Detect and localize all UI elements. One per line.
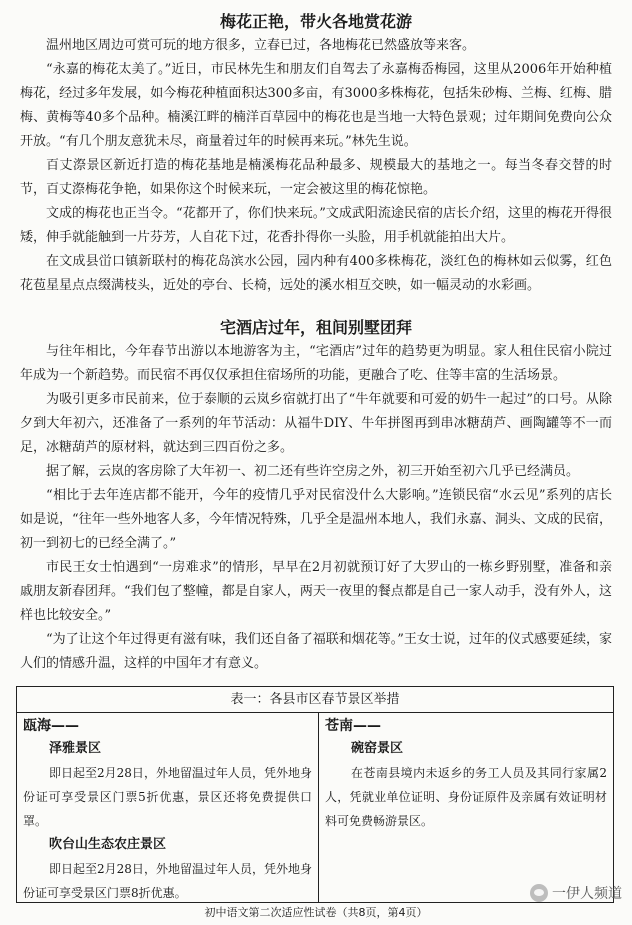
article-title: 宅酒店过年，租间别墅团拜: [219, 318, 412, 337]
paragraph: “为了让这个年过得更有滋有味，我们还自备了福联和烟花等。”王女士说，过年的仪式感要延续，家人们的情感升温，这样的中国年才有意义。: [20, 632, 612, 671]
paragraph: “相比于去年连店都不能开，今年的疫情几乎对民宿没什么大影响。”连锁民宿“水云见”系列的店长如是说，“往年一些外地客人多，今年情况特殊，几乎全是温州本地人，我们永嘉、洞头、文成的民宿，初一到初七的已经全满了。”: [20, 488, 612, 551]
paragraph: 百丈漈景区新近打造的梅花基地是楠溪梅花品种最多、规模最大的基地之一。每当冬春交替的时节，百丈漈梅花争艳，如果你这个时候来玩，一定会被这里的梅花惊艳。: [20, 158, 612, 197]
table-column-cangnan: [319, 713, 613, 902]
page-footer: 初中语文第二次适应性试卷（共8页，第4页）: [204, 906, 428, 919]
scenic-spot-name: 吹台山生态农庄景区: [49, 837, 167, 852]
scenic-spot-name: 碗窑景区: [351, 741, 404, 756]
wechat-icon: [530, 884, 548, 902]
paragraph: 在文成县峃口镇新联村的梅花岛滨水公园，园内种有400多株梅花，淡红色的梅林如云似雾，红色花苞星星点点缀满枝头，近处的亭台、长椅，远处的溪水相互交映，如一幅灵动的水彩画。: [20, 254, 612, 293]
watermark-text: 一伊人频道: [552, 886, 622, 902]
article-plum-blossom: [20, 12, 612, 298]
scenic-spot-text: 即日起至2月28日，外地留温过年人员，凭外地身份证可享受景区门票8折优惠。: [23, 862, 312, 900]
paragraph: 为吸引更多市民前来，位于泰顺的云岚乡宿就打出了“牛年就要和可爱的奶牛一起过”的口号。从除夕到大年初六，还准备了一系列的年节活动：从福牛DIY、牛年拼图再到串冰糖葫芦、画陶罐等不一而足，冰糖葫芦的原材料，就达到三四百份之多。: [20, 392, 612, 455]
scenic-spot-name: 泽雅景区: [49, 741, 102, 756]
paragraph: 温州地区周边可赏可玩的地方很多，立春已过，各地梅花已然盛放等来客。: [46, 38, 476, 53]
article-hotel-new-year: [20, 318, 612, 676]
region-label: 瓯海——: [23, 718, 79, 734]
scenic-spot-text: 在苍南县境内未返乡的务工人员及其同行家属2人，凭就业单位证明、身份证原件及亲属有效证明材料可免费畅游景区。: [325, 766, 607, 828]
paragraph: “永嘉的梅花太美了。”近日，市民林先生和朋友们自驾去了永嘉梅岙梅园，这里从2006年开始种植梅花，经过多年发展，如今梅花种植面积达300多亩，有3000多株梅花，包括朱砂梅、兰梅、红梅、腊梅、黄梅等40多个品种。楠溪江畔的楠洋百草园中的梅花也是当地一大特色景观；过年期间免费向公众开放。“有几个朋友意犹未尽，商量着过年的时候再来玩。”林先生说。: [20, 62, 612, 149]
table-caption: 表一：各县市区春节景区举措: [17, 687, 613, 713]
paragraph: 与往年相比，今年春节出游以本地游客为主，“宅酒店”过年的趋势更为明显。家人租住民宿小院过年成为一个新趋势。而民宿不再仅仅承担住宿场所的功能，更融合了吃、住等丰富的生活场景。: [20, 344, 612, 383]
scenic-spot-text: 即日起至2月28日，外地留温过年人员，凭外地身份证可享受景区门票5折优惠，景区还将免费提供口罩。: [23, 766, 312, 828]
table-column-ouhai: [17, 713, 319, 902]
scenic-measures-table: [16, 686, 614, 903]
watermark: [530, 883, 622, 903]
article-title: 梅花正艳，带火各地赏花游: [219, 12, 412, 31]
paragraph: 文成的梅花也正当令。“花都开了，你们快来玩。”文成武阳流途民宿的店长介绍，这里的梅花开得很矮，伸手就能触到一片芬芳，人自花下过，花香扑得你一头脸，用手机就能拍出大片。: [20, 206, 612, 245]
paragraph: 市民王女士怕遇到“一房难求”的情形，早早在2月初就预订好了大罗山的一栋乡野别墅，准备和亲戚朋友新春团拜。“我们包了整幢，都是自家人，两天一夜里的餐点都是自己一家人动手，没有外人，这样也比较安全。”: [20, 560, 612, 623]
paragraph: 据了解，云岚的客房除了大年初一、初二还有些许空房之外，初三开始至初六几乎已经满员。: [46, 464, 580, 479]
region-label: 苍南——: [325, 718, 381, 734]
